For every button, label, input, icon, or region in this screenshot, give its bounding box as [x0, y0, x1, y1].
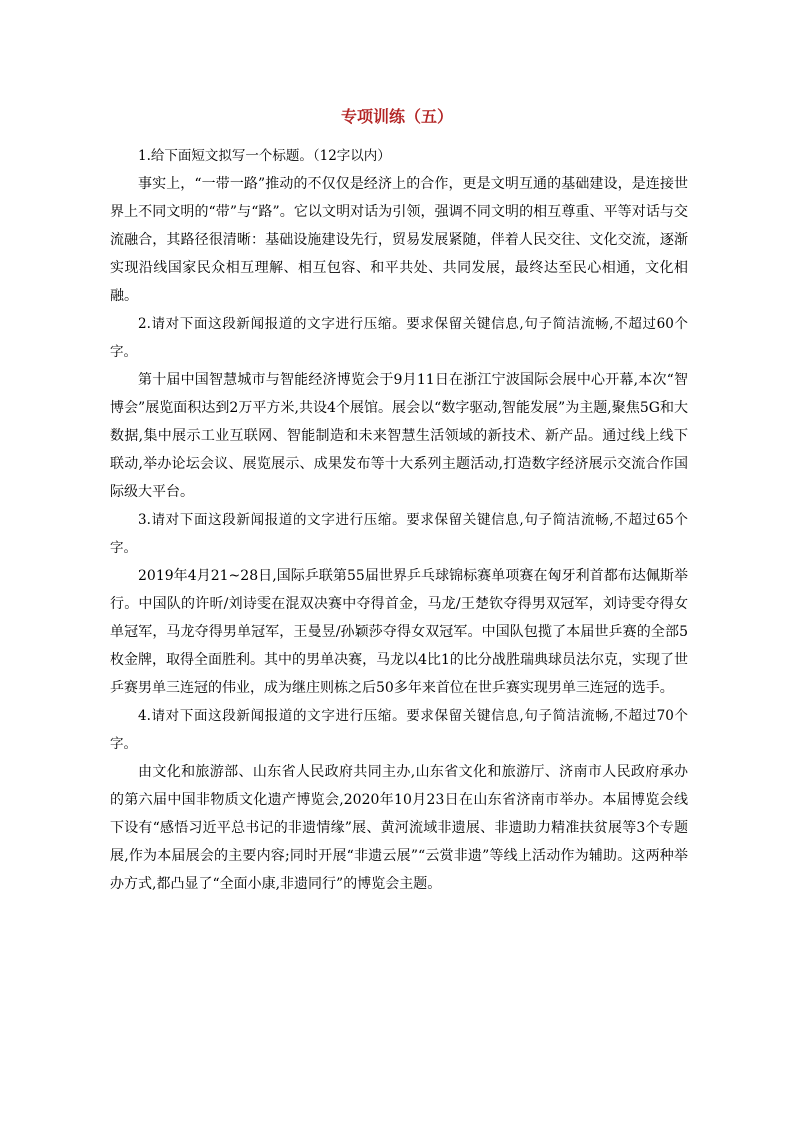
- passage-3: 2019年4月21~28日,国际乒联第55届世界乒乓球锦标赛单项赛在匈牙利首都布达佩斯举行。中国队的许昕/刘诗雯在混双决赛中夺得首金，马龙/王楚钦夺得男双冠军，刘诗雯夺得女单冠军，马龙夺得男单冠军，王曼昱/孙颖莎夺得女双冠军。中国队包揽了本届世乒赛的全部5枚金牌，取得全面胜利。其中的男单决赛，马龙以4比1的比分战胜瑞典球员法尔克，实现了世乒赛男单三连冠的伟业，成为继庄则栋之后50多年来首位在世乒赛实现男单三连冠的选手。: [110, 568, 688, 696]
- question-3: 3.请对下面这段新闻报道的文字进行压缩。要求保留关键信息,句子简洁流畅,不超过65个字。: [110, 512, 688, 556]
- question-2: 2.请对下面这段新闻报道的文字进行压缩。要求保留关键信息,句子简洁流畅,不超过60个字。: [110, 316, 688, 360]
- question-4: 4.请对下面这段新闻报道的文字进行压缩。要求保留关键信息,句子简洁流畅,不超过70个字。: [110, 708, 688, 752]
- passage-2: 第十届中国智慧城市与智能经济博览会于9月11日在浙江宁波国际会展中心开幕,本次“智博会”展览面积达到2万平方米,共设4个展馆。展会以“数字驱动,智能发展”为主题,聚焦5G和大数据,集中展示工业互联网、智能制造和未来智慧生活领域的新技术、新产品。通过线上线下联动,举办论坛会议、展览展示、成果发布等十大系列主题活动,打造数字经济展示交流合作国际级大平台。: [110, 372, 688, 500]
- passage-4: 由文化和旅游部、山东省人民政府共同主办,山东省文化和旅游厅、济南市人民政府承办的第六届中国非物质文化遗产博览会,2020年10月23日在山东省济南市举办。本届博览会线下设有“感悟习近平总书记的非遗情缘”展、黄河流域非遗展、非遗助力精准扶贫展等3个专题展,作为本届展会的主要内容;同时开展“非遗云展”“云赏非遗”等线上活动作为辅助。这两种举办方式,都凸显了“全面小康,非遗同行”的博览会主题。: [110, 764, 688, 892]
- document-body: [110, 142, 688, 898]
- passage-1: 事实上，“一带一路”推动的不仅仅是经济上的合作，更是文明互通的基础建设，是连接世界上不同文明的“带”与“路”。它以文明对话为引领，强调不同文明的相互尊重、平等对话与交流融合，其路径很清晰：基础设施建设先行，贸易发展紧随，伴着人民交往、文化交流，逐渐实现沿线国家民众相互理解、相互包容、和平共处、共同发展，最终达至民心相通，文化相融。: [110, 176, 688, 304]
- question-1: 1.给下面短文拟写一个标题。（12字以内）: [138, 148, 391, 164]
- page-title: 专项训练（五）: [340, 107, 453, 126]
